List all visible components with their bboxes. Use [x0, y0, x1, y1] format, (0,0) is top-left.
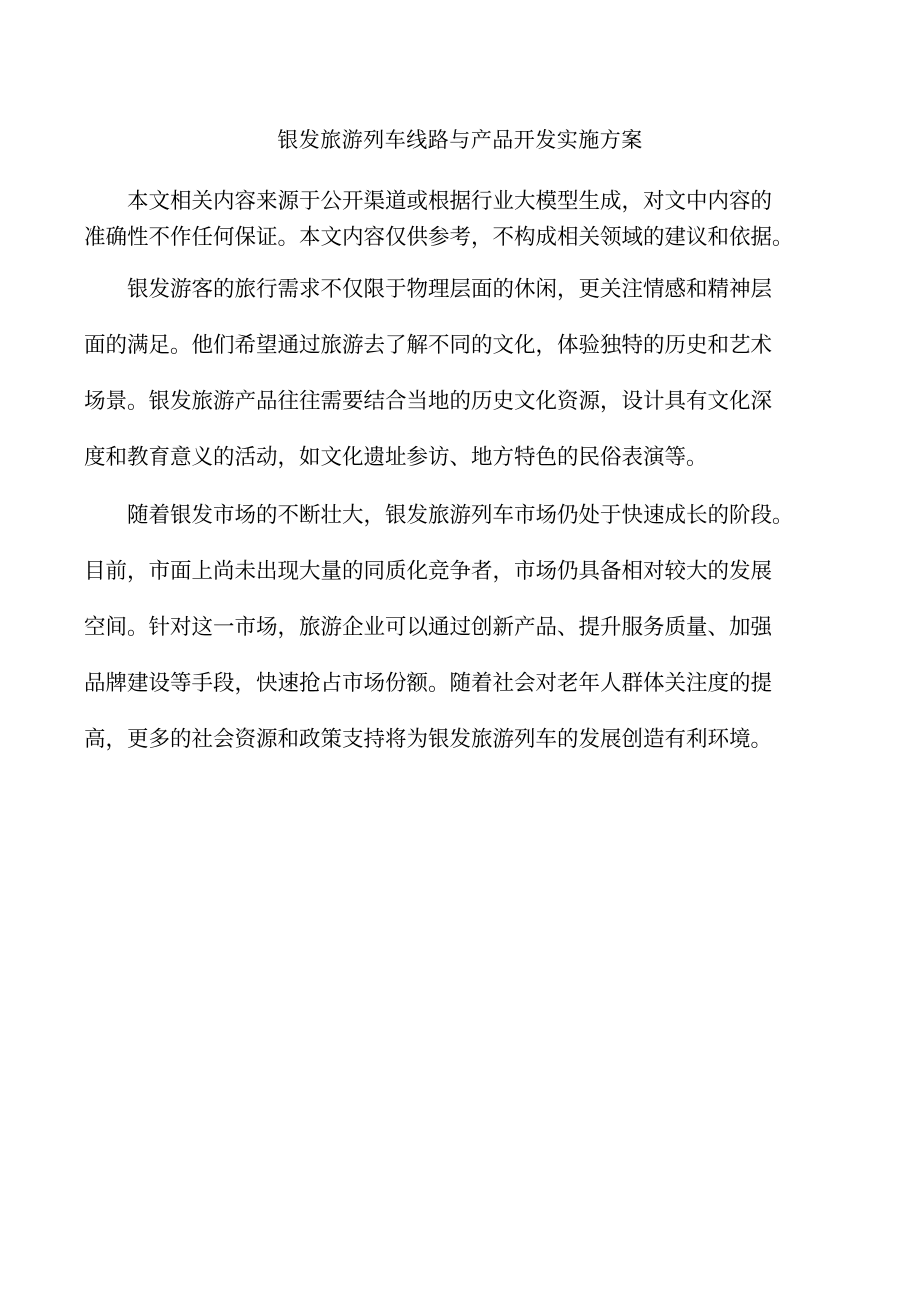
body-paragraph-1 — [84, 262, 844, 486]
paragraph-line: 目前，市面上尚未出现大量的同质化竞争者，市场仍具备相对较大的发展 — [84, 559, 773, 584]
paragraph-line: 银发游客的旅行需求不仅限于物理层面的休闲，更关注情感和精神层 — [127, 277, 773, 302]
paragraph-line: 随着银发市场的不断壮大，银发旅游列车市场仍处于快速成长的阶段。 — [127, 503, 794, 528]
paragraph-line: 高，更多的社会资源和政策支持将为银发旅游列车的发展创造有利环境。 — [84, 727, 773, 752]
paragraph-line: 品牌建设等手段，快速抢占市场份额。随着社会对老年人群体关注度的提 — [84, 671, 773, 696]
paragraph-line: 场景。银发旅游产品往往需要结合当地的历史文化资源，设计具有文化深 — [84, 389, 773, 414]
paragraph-line: 面的满足。他们希望通过旅游去了解不同的文化，体验独特的历史和艺术 — [84, 333, 773, 358]
body-paragraph-2 — [84, 488, 844, 768]
disclaimer-paragraph — [84, 184, 844, 256]
paragraph-line: 度和教育意义的活动，如文化遗址参访、地方特色的民俗表演等。 — [84, 445, 708, 470]
disclaimer-line: 本文相关内容来源于公开渠道或根据行业大模型生成，对文中内容的 — [127, 189, 773, 214]
document-title: 银发旅游列车线路与产品开发实施方案 — [277, 128, 643, 152]
paragraph-line: 空间。针对这一市场，旅游企业可以通过创新产品、提升服务质量、加强 — [84, 615, 773, 640]
disclaimer-line: 准确性不作任何保证。本文内容仅供参考，不构成相关领域的建议和依据。 — [84, 225, 794, 250]
